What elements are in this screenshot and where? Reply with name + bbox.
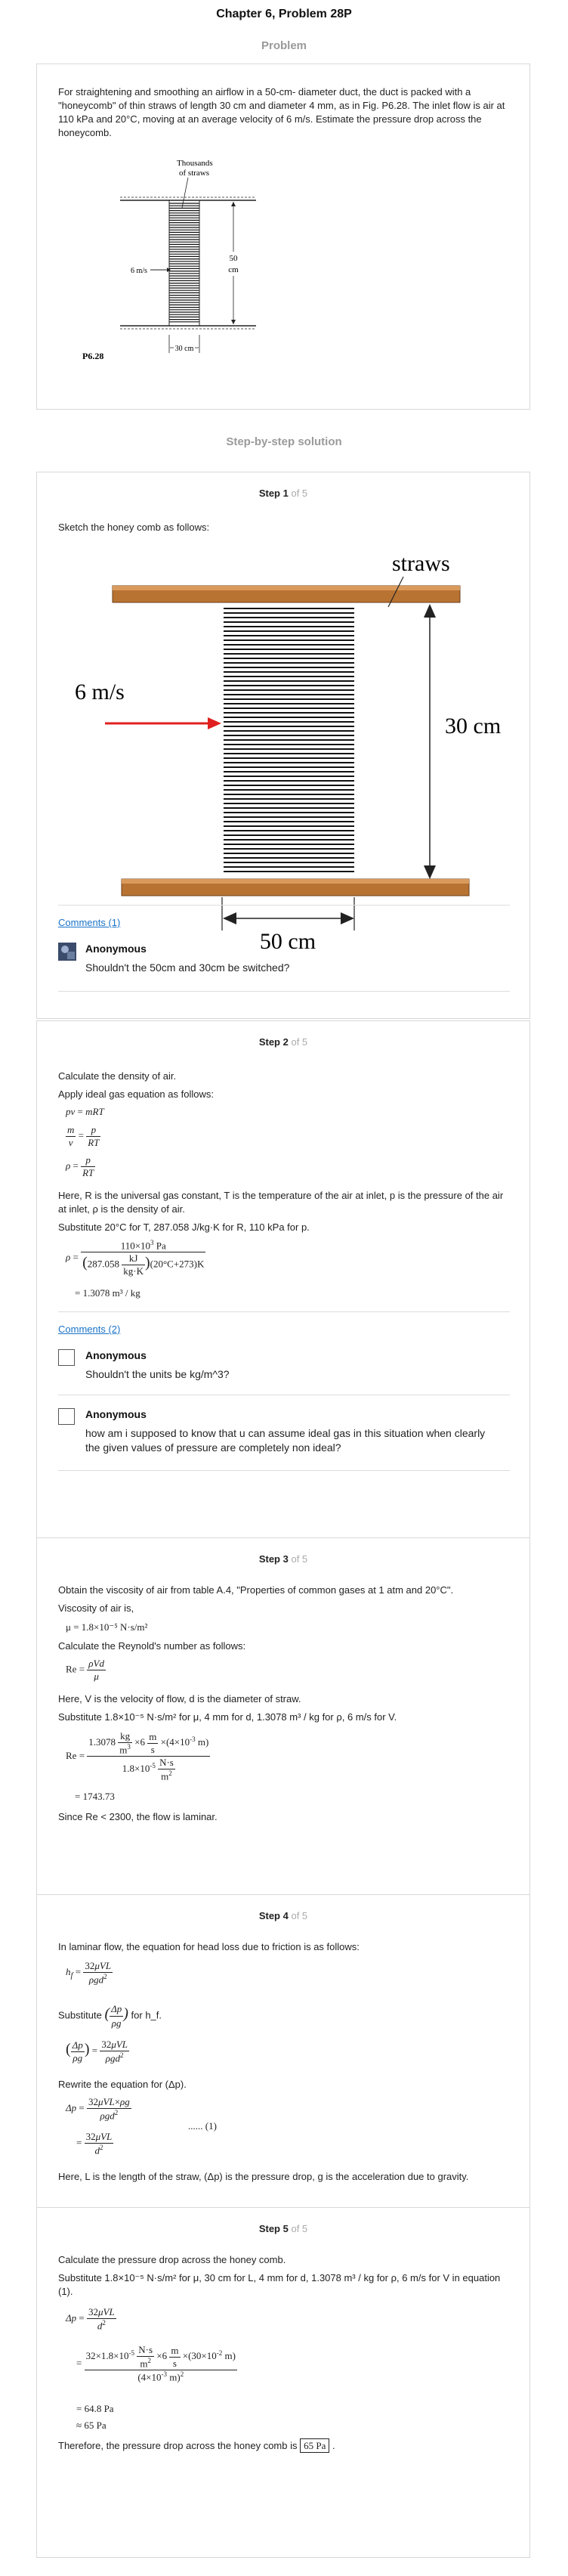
comment-author: Anonymous xyxy=(85,1408,147,1420)
step-5-card xyxy=(36,2207,530,2558)
step-5-therefore-text: Therefore, the pressure drop across the honey comb is xyxy=(58,2440,298,2451)
eq-substituted: ( $\frac{\Delta p}{\rho g}$ ) = $\frac{\text{32μVL}}{\rho gd^2}$ xyxy=(66,2039,128,2064)
step-5-of: of 5 xyxy=(291,2223,308,2234)
eq-rho: ρ = $\frac{p}{RT}$ xyxy=(66,1154,94,1178)
step-5-result-2: ≈ 65 Pa xyxy=(76,2420,106,2431)
step-3-number: Step 3 xyxy=(258,1553,289,1565)
step-1-card xyxy=(36,472,530,1019)
step-4-of: of 5 xyxy=(291,1910,308,1921)
comment-author: Anonymous xyxy=(85,1349,147,1361)
step-4-substitute: Substitute ( $\frac{\Delta p}{\rho g}$ ) for h_f. xyxy=(58,2003,162,2029)
eq-ideal-gas: pv = mRT xyxy=(66,1106,104,1117)
comment-text: how am i supposed to know that u can assume ideal gas in this situation when clearly the given values of pressure are completely non ideal? xyxy=(85,1427,486,1454)
eq-delta-p-simplified: = $\frac{\text{32μVL}}{d^2}$ xyxy=(76,2131,113,2156)
step-3-visc: Viscosity of air is, xyxy=(58,1602,134,1614)
step-3-since: Since Re < 2300, the flow is laminar. xyxy=(58,1811,218,1822)
step-1-text: Sketch the honey comb as follows: xyxy=(58,522,210,533)
comment-author: Anonymous xyxy=(85,943,147,955)
straws-block xyxy=(169,203,199,322)
eq-rho-value: ρ = $110\times 10^3$ Pa (287.058 $\frac{kJ}{kg\cdot K}$ )(20°C+273)K xyxy=(66,1239,205,1277)
figure-id: P6.28 xyxy=(82,351,104,361)
step-4-number: Step 4 xyxy=(258,1910,289,1921)
step-3-substitute: Substitute 1.8×10⁻⁵ N·s/m² for μ, 4 mm for d, 1.3078 m³ / kg for ρ, 6 m/s for V. xyxy=(58,1711,397,1723)
step-2-card xyxy=(36,1020,530,1539)
eq-m-over-v: $\frac{m}{v}$ = $\frac{p}{RT}$ xyxy=(67,1124,100,1148)
label-height: 30 cm xyxy=(445,714,502,738)
step-4-card xyxy=(36,1894,530,2209)
label-straws: straws xyxy=(392,551,450,576)
label-thousands: Thousands xyxy=(177,159,213,168)
label-dim-vertical-unit: cm xyxy=(228,265,239,274)
step-2-substitute: Substitute 20°C for T, 287.058 J/kg·K for R, 110 kPa for p. xyxy=(58,1221,310,1233)
problem-figure xyxy=(67,155,339,397)
step-3-card xyxy=(36,1537,530,1896)
problem-card xyxy=(36,63,530,410)
eq-mu: μ = 1.8×10⁻⁵ N·s/m² xyxy=(66,1621,148,1633)
step-3-header xyxy=(37,1553,529,1565)
eq-reynolds-value: Re = 1.3078 $\frac{kg}{m^3}$ ×6 $\frac{m}{s}$ $\times(4\times 10^{-3}$ m) $1.8\times 10^{-5}$ $\frac{N\cdot s}{m^2}$ xyxy=(66,1730,209,1782)
step-1-number: Step 1 xyxy=(258,488,289,499)
step-4-header xyxy=(37,1910,529,1921)
page-title: Chapter 6, Problem 28P xyxy=(216,8,352,20)
avatar-icon xyxy=(58,943,76,961)
step-5-header xyxy=(37,2223,529,2234)
step-2-here: Here, R is the universal gas constant, T is the temperature of the air at inlet, p is the pressure of the air at inlet, ρ is the density of air. xyxy=(58,1190,504,1215)
step-3-intro: Obtain the viscosity of air from table A.4, "Properties of common gases at 1 atm and 20°C". xyxy=(58,1584,454,1596)
step-5-therefore: Therefore, the pressure drop across the honey comb is 65 Pa . xyxy=(58,2440,335,2451)
step-5-substitute: Substitute 1.8×10⁻⁵ N·s/m² for μ, 30 cm for L, 4 mm for d, 1.3078 m³ / kg for ρ, 6 m/s for V in equation (1). xyxy=(58,2272,501,2297)
step-5-intro: Calculate the pressure drop across the honey comb. xyxy=(58,2254,286,2265)
step-3-reynolds: Calculate the Reynold's number as follows: xyxy=(58,1640,246,1652)
eq-reynolds: Re = $\frac{\text{ρVd}}{\mu}$ xyxy=(66,1658,104,1682)
eq-number: ...... (1) xyxy=(188,2120,217,2132)
step-2-of: of 5 xyxy=(291,1036,308,1048)
label-velocity: 6 m/s xyxy=(131,267,147,275)
step-4-substitute-text: for h_f. xyxy=(131,2009,162,2021)
step-3-here: Here, V is the velocity of flow, d is the diameter of straw. xyxy=(58,1693,301,1704)
step-1-header xyxy=(37,488,529,499)
eq-delta-p: Δp = $\frac{\text{32μVL}}{d^2}$ xyxy=(66,2306,115,2332)
label-dim-horizontal: 30 cm xyxy=(174,345,194,353)
step-2-apply: Apply ideal gas equation as follows: xyxy=(58,1088,214,1100)
comment-text: Shouldn't the 50cm and 30cm be switched? xyxy=(85,961,290,974)
final-answer: 65 Pa xyxy=(300,2438,329,2453)
avatar-placeholder-icon xyxy=(58,1408,75,1425)
bottom-wall xyxy=(120,326,256,329)
label-of-straws: of straws xyxy=(179,169,210,178)
problem-text: For straightening and smoothing an airflow in a 50-cm- diameter duct, the duct is packed with a "honeycomb" of thin straws of length 30 cm and diameter 4 mm, as in Fig. P6.28. The inlet flow is air at 110 kPa and 20°C, moving at an average velocity of 6 m/s. Estimate the pressure drop across the honeycomb. xyxy=(58,86,505,138)
eq-delta-p: Δp = $\frac{\text{32μVL×ρg}}{\rho gd^2}$ xyxy=(66,2096,130,2122)
eq-head-loss: $h_f$ = $\frac{\text{32μVL}}{\rho gd^2}$ xyxy=(66,1960,112,1986)
label-width: 50 cm xyxy=(259,929,316,954)
eq-delta-p-value: = $32\times 1.8\times 10^{-5}$ $\frac{N\cdot s}{m^2}$ ×6 $\frac{m}{s}$ $\times(30\times 10^{-2}$ m) ($4\times 10^{-3}$ m)$^2$ xyxy=(76,2344,236,2383)
step-1-comments-link[interactable]: Comments (1) xyxy=(58,917,121,928)
step-4-intro: In laminar flow, the equation for head loss due to friction is as follows: xyxy=(58,1941,360,1952)
step-3-result: = 1743.73 xyxy=(75,1791,115,1802)
step-2-number: Step 2 xyxy=(258,1036,289,1048)
step-4-here: Here, L is the length of the straw, (Δp) is the pressure drop, g is the acceleration due to gravity. xyxy=(58,2171,469,2182)
step-5-result-1: = 64.8 Pa xyxy=(76,2403,114,2414)
avatar-placeholder-icon xyxy=(58,1349,75,1366)
step-1-of: of 5 xyxy=(291,488,308,499)
problem-label: Problem xyxy=(261,39,307,52)
step-4-rewrite: Rewrite the equation for (Δp). xyxy=(58,2079,187,2090)
step-2-comments-link[interactable]: Comments (2) xyxy=(58,1324,121,1335)
step-3-of: of 5 xyxy=(291,1553,308,1565)
top-wall xyxy=(120,197,256,200)
step-2-header xyxy=(37,1036,529,1048)
label-velocity: 6 m/s xyxy=(75,680,125,704)
step-2-result: = 1.3078 m³ / kg xyxy=(75,1287,140,1299)
comment-text: Shouldn't the units be kg/m^3? xyxy=(85,1368,230,1380)
straws-block xyxy=(224,608,354,872)
label-dim-vertical: 50 xyxy=(229,254,238,263)
solution-label: Step-by-step solution xyxy=(226,435,342,448)
step-5-number: Step 5 xyxy=(258,2223,289,2234)
step-2-intro: Calculate the density of air. xyxy=(58,1070,177,1082)
